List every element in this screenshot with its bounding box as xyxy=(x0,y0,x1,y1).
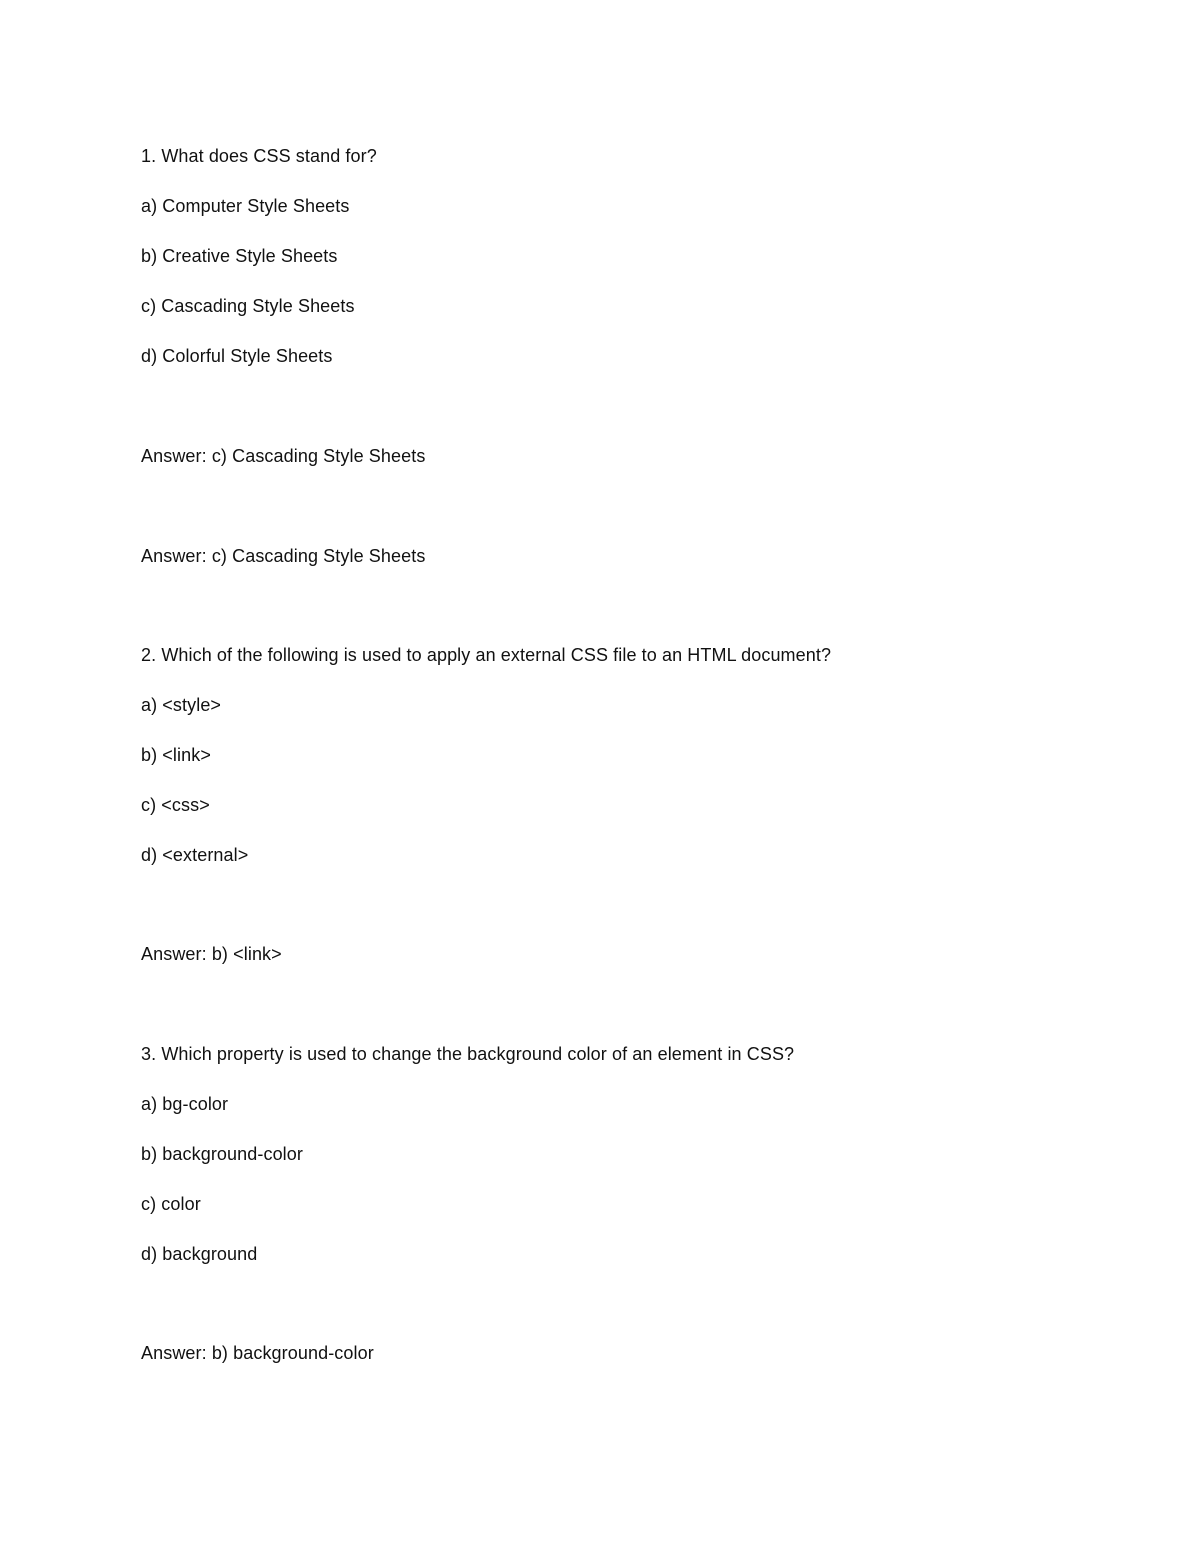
question-1-option-c: c) Cascading Style Sheets xyxy=(141,296,355,316)
question-1-option-a: a) Computer Style Sheets xyxy=(141,196,350,216)
question-1-text: 1. What does CSS stand for? xyxy=(141,146,377,166)
question-1-option-d: d) Colorful Style Sheets xyxy=(141,346,333,366)
question-3-option-c: c) color xyxy=(141,1194,201,1214)
question-3-option-d: d) background xyxy=(141,1244,258,1264)
question-2-option-b: b) <link> xyxy=(141,745,211,765)
question-3-option-b: b) background-color xyxy=(141,1144,303,1164)
question-3-text: 3. Which property is used to change the background color of an element in CSS? xyxy=(141,1044,795,1064)
question-2-text: 2. Which of the following is used to apply an external CSS file to an HTML document? xyxy=(141,645,832,665)
question-1-answer-repeat: Answer: c) Cascading Style Sheets xyxy=(141,546,426,566)
question-1-option-b: b) Creative Style Sheets xyxy=(141,246,338,266)
question-2-option-a: a) <style> xyxy=(141,695,222,715)
question-3-answer: Answer: b) background-color xyxy=(141,1343,374,1363)
question-2-answer: Answer: b) <link> xyxy=(141,944,282,964)
question-2-option-d: d) <external> xyxy=(141,845,249,865)
question-2-option-c: c) <css> xyxy=(141,795,210,815)
question-1-answer: Answer: c) Cascading Style Sheets xyxy=(141,446,426,466)
question-3-option-a: a) bg-color xyxy=(141,1094,229,1114)
